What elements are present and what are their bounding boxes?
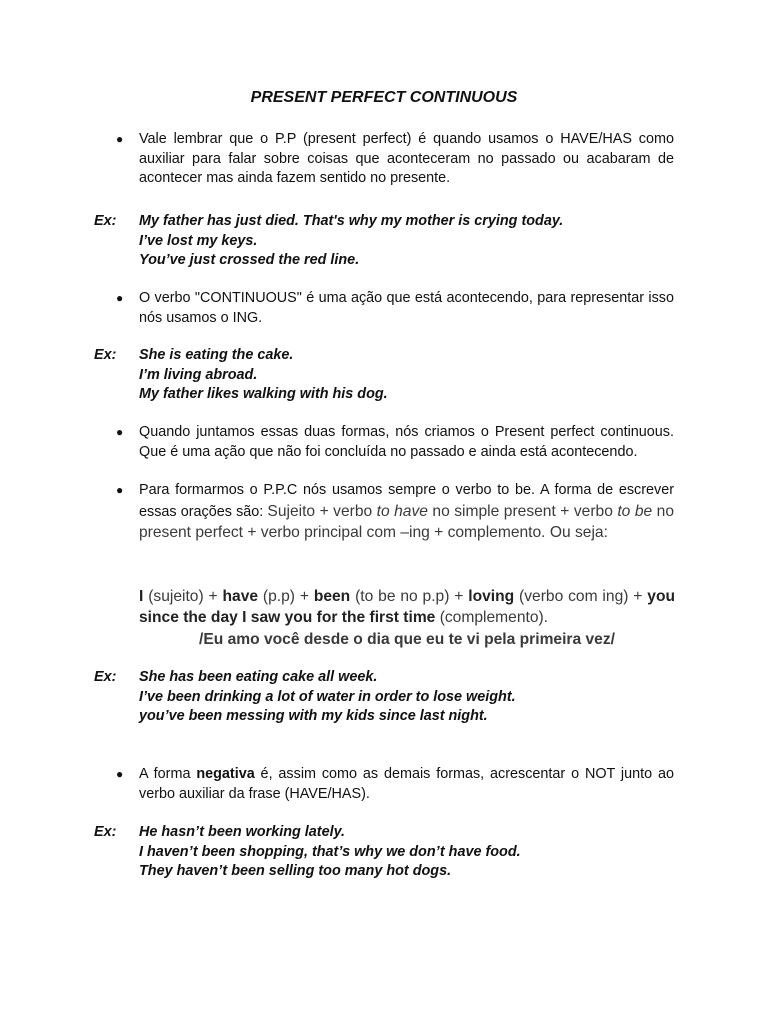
- example-block-3: [94, 668, 694, 727]
- bullet-text-bold: negativa: [196, 766, 255, 782]
- formula-note: (complemento).: [435, 609, 549, 626]
- bullet-text: Quando juntamos essas duas formas, nós criamos o Present perfect continuous. Que é uma ação que não foi concluída no passado e ainda está acontecendo.: [139, 424, 674, 460]
- bullet-text-italic: to have: [376, 502, 428, 520]
- example-line: She has been eating cake all week.: [139, 669, 378, 685]
- bullet-ppc-formation: [116, 481, 674, 544]
- formula-translation: /Eu amo você desde o dia que eu te vi pela primeira vez/: [199, 631, 615, 648]
- bullet-dot-icon: ●: [116, 425, 124, 439]
- bullet-dot-icon: ●: [116, 483, 124, 497]
- bullet-text-part: é, assim como as demais formas, acrescentar o NOT junto ao verbo auxiliar da frase (HAVE/HAS).: [139, 766, 674, 802]
- example-block-4: [94, 823, 694, 882]
- bullet-text: [139, 765, 674, 804]
- bullet-text-part: A forma: [139, 766, 197, 782]
- formula-complement: you since the day I saw you for the first time: [139, 588, 675, 626]
- example-line: He hasn’t been working lately.: [139, 824, 346, 840]
- bullet-text-part: no present perfect + verbo principal com –ing + complemento. Ou seja:: [139, 502, 674, 541]
- bullet-text-part: Para formarmos o P.P.C nós usamos sempre o verbo to be. A forma de escrever essas orações são:: [139, 482, 674, 520]
- example-line: I’ve lost my keys.: [139, 232, 258, 249]
- example-label: Ex:: [94, 347, 117, 363]
- example-line: you’ve been messing with my kids since last night.: [139, 708, 488, 724]
- bullet-negative: [116, 765, 674, 804]
- example-line: I’ve been drinking a lot of water in order to lose weight.: [139, 688, 516, 705]
- bullet-text-part: Sujeito + verbo: [267, 502, 377, 520]
- formula-note: (to be no p.p) +: [350, 588, 469, 605]
- example-label: Ex:: [94, 669, 117, 685]
- formula-note: (sujeito) +: [143, 588, 223, 605]
- example-line: You’ve just crossed the red line.: [139, 252, 360, 268]
- example-block-2: [94, 346, 694, 405]
- bullet-text: Vale lembrar que o P.P (present perfect) é quando usamos o HAVE/HAS como auxiliar para falar sobre coisas que aconteceram no passado ou acabaram de acontecer mas ainda fazem sentido no presente.: [139, 131, 674, 186]
- example-line: I haven’t been shopping, that’s why we don’t have food.: [139, 843, 521, 860]
- bullet-text-italic: to be: [617, 502, 653, 520]
- formula-have: have: [222, 588, 259, 605]
- example-label: Ex:: [94, 213, 117, 229]
- bullet-present-perfect: [116, 130, 674, 189]
- formula-subject: I: [139, 588, 144, 605]
- page-title: PRESENT PERFECT CONTINUOUS: [250, 89, 518, 106]
- formula-line: [139, 586, 675, 628]
- example-line: My father has just died. That's why my mother is crying today.: [139, 213, 564, 229]
- formula-example: [139, 586, 675, 650]
- example-block-1: [94, 212, 694, 271]
- formula-verb: loving: [468, 588, 515, 605]
- example-line: She is eating the cake.: [139, 347, 294, 363]
- example-line: I’m living abroad.: [139, 366, 258, 383]
- bullet-dot-icon: ●: [116, 767, 124, 781]
- bullet-continuous: [116, 289, 674, 328]
- formula-note: (p.p) +: [258, 588, 314, 605]
- formula-been: been: [313, 588, 351, 605]
- bullet-text-part: no simple present + verbo: [427, 502, 618, 520]
- bullet-dot-icon: ●: [116, 132, 124, 146]
- bullet-text: [139, 481, 674, 544]
- formula-note: (verbo com ing) +: [514, 588, 648, 605]
- bullet-dot-icon: ●: [116, 291, 124, 305]
- bullet-text: O verbo "CONTINUOUS" é uma ação que está acontecendo, para representar isso nós usamos o ING.: [139, 290, 674, 326]
- bullet-ppc-definition: [116, 423, 674, 462]
- example-line: My father likes walking with his dog.: [139, 386, 388, 402]
- example-line: They haven’t been selling too many hot dogs.: [139, 863, 452, 879]
- example-label: Ex:: [94, 824, 117, 840]
